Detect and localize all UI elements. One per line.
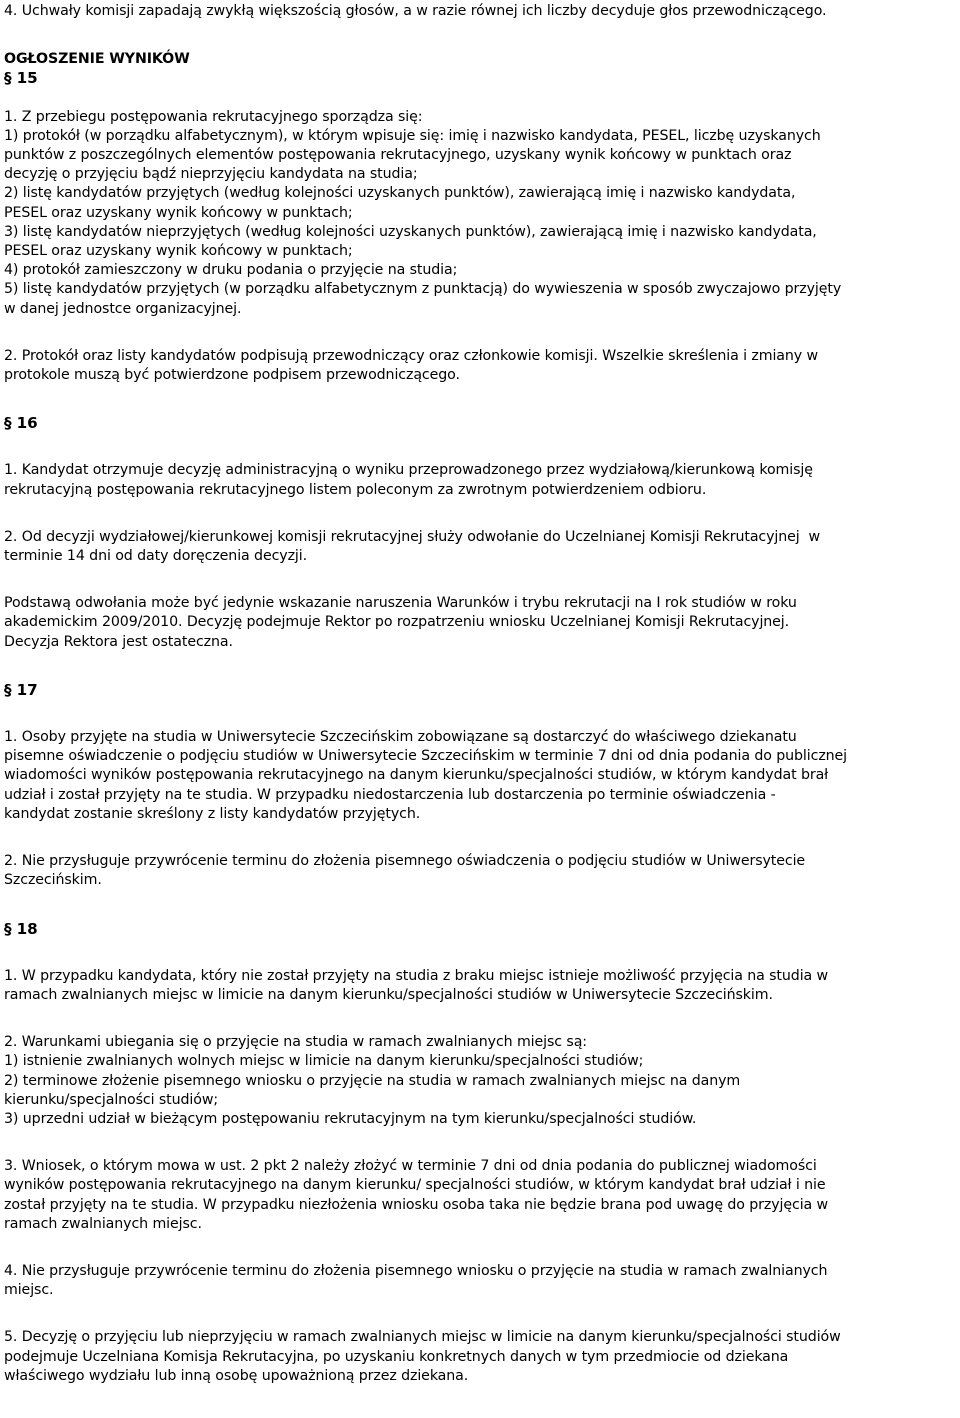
text-line: 2. Protokół oraz listy kandydatów podpisują przewodniczący oraz członkowie komisji. Wszelkie skreślenia i zmiany w bbox=[4, 347, 818, 364]
text-line: w danej jednostce organizacyjnej. bbox=[4, 300, 242, 317]
text-line: punktów z poszczególnych elementów postępowania rekrutacyjnego, uzyskany wynik końcowy w punktach oraz bbox=[4, 147, 792, 164]
text-line: 3) uprzedni udział w bieżącym postępowaniu rekrutacyjnym na tym kierunku/specjalności studiów. bbox=[4, 1110, 697, 1127]
text-line: 4) protokół zamieszczony w druku podania o przyjęcie na studia; bbox=[4, 262, 458, 279]
section-15-paragraph-2 bbox=[4, 347, 956, 385]
section-18-paragraph-2 bbox=[4, 1033, 956, 1129]
text-line: 2. Warunkami ubiegania się o przyjęcie na studia w ramach zwalnianych miejsc są: bbox=[4, 1034, 587, 1051]
text-line: 2) listę kandydatów przyjętych (według kolejności uzyskanych punktów), zawierającą imię i nazwisko kandydata, bbox=[4, 185, 796, 202]
text-line: decyzję o przyjęciu bądź nieprzyjęciu kandydata na studia; bbox=[4, 166, 418, 183]
text-line: 2) terminowe złożenie pisemnego wniosku o przyjęcie na studia w ramach zwalnianych miejsc na danym bbox=[4, 1072, 741, 1089]
text-line: 3) listę kandydatów nieprzyjętych (według kolejności uzyskanych punktów), zawierającą imię i nazwisko kandydata, bbox=[4, 223, 817, 240]
text-line: protokole muszą być potwierdzone podpisem przewodniczącego. bbox=[4, 367, 460, 384]
text-line: pisemne oświadczenie o podjęciu studiów w Uniwersytecie Szczecińskim w terminie 7 dni od dnia podania do publicznej bbox=[4, 748, 848, 765]
text-line: 1) istnienie zwalnianych wolnych miejsc w limicie na danym kierunku/specjalności studiów; bbox=[4, 1053, 644, 1070]
text-line: 1. Kandydat otrzymuje decyzję administracyjną o wyniku przeprowadzonego przez wydziałową/kierunkową komisję bbox=[4, 462, 813, 479]
section-16-paragraph-1 bbox=[4, 461, 956, 499]
section-18-paragraph-5 bbox=[4, 1328, 956, 1386]
section-17-paragraph-2 bbox=[4, 852, 956, 890]
text-line: 1) protokół (w porządku alfabetycznym), w którym wpisuje się: imię i nazwisko kandydata, PESEL, liczbę uzyskanych bbox=[4, 127, 821, 144]
section-17-title: § 17 bbox=[4, 680, 38, 699]
section-18-paragraph-1 bbox=[4, 967, 956, 1005]
text-line: terminie 14 dni od daty doręczenia decyzji. bbox=[4, 548, 308, 565]
text-line: 2. Od decyzji wydziałowej/kierunkowej komisji rekrutacyjnej służy odwołanie do Uczelnianej Komisji Rekrutacyjnej w bbox=[4, 528, 820, 545]
text-line: akademickim 2009/2010. Decyzję podejmuje Rektor po rozpatrzeniu wniosku Uczelnianej Komisji Rekrutacyjnej. bbox=[4, 614, 790, 631]
text-line: 1. Osoby przyjęte na studia w Uniwersytecie Szczecińskim zobowiązane są dostarczyć do właściwego dziekanatu bbox=[4, 729, 797, 746]
section-heading: OGŁOSZENIE WYNIKÓW bbox=[4, 51, 190, 68]
text-line: podejmuje Uczelniana Komisja Rekrutacyjna, po uzyskaniu konkretnych danych w tym przedmiocie od dziekana bbox=[4, 1348, 789, 1365]
text-line: PESEL oraz uzyskany wynik końcowy w punktach; bbox=[4, 243, 353, 260]
text-line: wiadomości wyników postępowania rekrutacyjnego na danym kierunku/specjalności studiów, w którym kandydat brał bbox=[4, 767, 829, 784]
section-16-paragraph-3 bbox=[4, 594, 956, 652]
text-line: miejsc. bbox=[4, 1282, 54, 1299]
text-line: Szczecińskim. bbox=[4, 872, 102, 889]
text-line: został przyjęty na te studia. W przypadku niezłożenia wniosku osoba taka nie będzie brana pod uwagę do przyjęcia w bbox=[4, 1196, 829, 1213]
text-line: 1. W przypadku kandydata, który nie został przyjęty na studia z braku miejsc istnieje możliwość przyjęcia na studia w bbox=[4, 967, 829, 984]
text-line: ramach zwalnianych miejsc w limicie na danym kierunku/specjalności studiów w Uniwersytecie Szczecińskim. bbox=[4, 986, 773, 1003]
text-line: 1. Z przebiegu postępowania rekrutacyjnego sporządza się: bbox=[4, 108, 423, 125]
text-line: kandydat zostanie skreślony z listy kandydatów przyjętych. bbox=[4, 805, 421, 822]
section-16-paragraph-2 bbox=[4, 528, 956, 566]
text-line: Podstawą odwołania może być jedynie wskazanie naruszenia Warunków i trybu rekrutacji na I rok studiów w roku bbox=[4, 595, 797, 612]
section-18-title: § 18 bbox=[4, 919, 38, 938]
section-18-paragraph-4 bbox=[4, 1262, 956, 1300]
section-17-paragraph-1 bbox=[4, 728, 956, 824]
text-line: 5) listę kandydatów przyjętych (w porządku alfabetycznym z punktacją) do wywieszenia w sposób zwyczajowo przyjęty bbox=[4, 281, 842, 298]
text-line: 2. Nie przysługuje przywrócenie terminu do złożenia pisemnego oświadczenia o podjęciu studiów w Uniwersytecie bbox=[4, 853, 806, 870]
section-15-title: § 15 bbox=[4, 69, 38, 88]
text-line: udział i został przyjęty na te studia. W przypadku niedostarczenia lub dostarczenia po terminie oświadczenia - bbox=[4, 786, 776, 803]
section-18-paragraph-3 bbox=[4, 1157, 956, 1234]
text-line: Decyzja Rektora jest ostateczna. bbox=[4, 633, 233, 650]
text-line: kierunku/specjalności studiów; bbox=[4, 1091, 219, 1108]
text-line: wyników postępowania rekrutacyjnego na danym kierunku/ specjalności studiów, w którym kandydat brał udział i nie bbox=[4, 1177, 826, 1194]
section-16-title: § 16 bbox=[4, 414, 38, 433]
text-line: rekrutacyjną postępowania rekrutacyjnego listem poleconym za zwrotnym potwierdzeniem odbioru. bbox=[4, 481, 707, 498]
text-line: ramach zwalnianych miejsc. bbox=[4, 1215, 202, 1232]
section-15-paragraph-1 bbox=[4, 108, 956, 319]
text-line: PESEL oraz uzyskany wynik końcowy w punktach; bbox=[4, 204, 353, 221]
text-line: 3. Wniosek, o którym mowa w ust. 2 pkt 2 należy złożyć w terminie 7 dni od dnia podania do publicznej wiadomości bbox=[4, 1158, 817, 1175]
text-line: 4. Nie przysługuje przywrócenie terminu do złożenia pisemnego wniosku o przyjęcie na studia w ramach zwalnianych bbox=[4, 1262, 828, 1279]
text-line: 5. Decyzję o przyjęciu lub nieprzyjęciu w ramach zwalnianych miejsc w limicie na danym kierunku/specjalności studiów bbox=[4, 1329, 841, 1346]
intro-paragraph: 4. Uchwały komisji zapadają zwykłą większością głosów, a w razie równej ich liczby decyduje głos przewodniczącego. bbox=[4, 3, 827, 19]
text-line: właściwego wydziału lub inną osobę upoważnioną przez dziekana. bbox=[4, 1367, 469, 1384]
